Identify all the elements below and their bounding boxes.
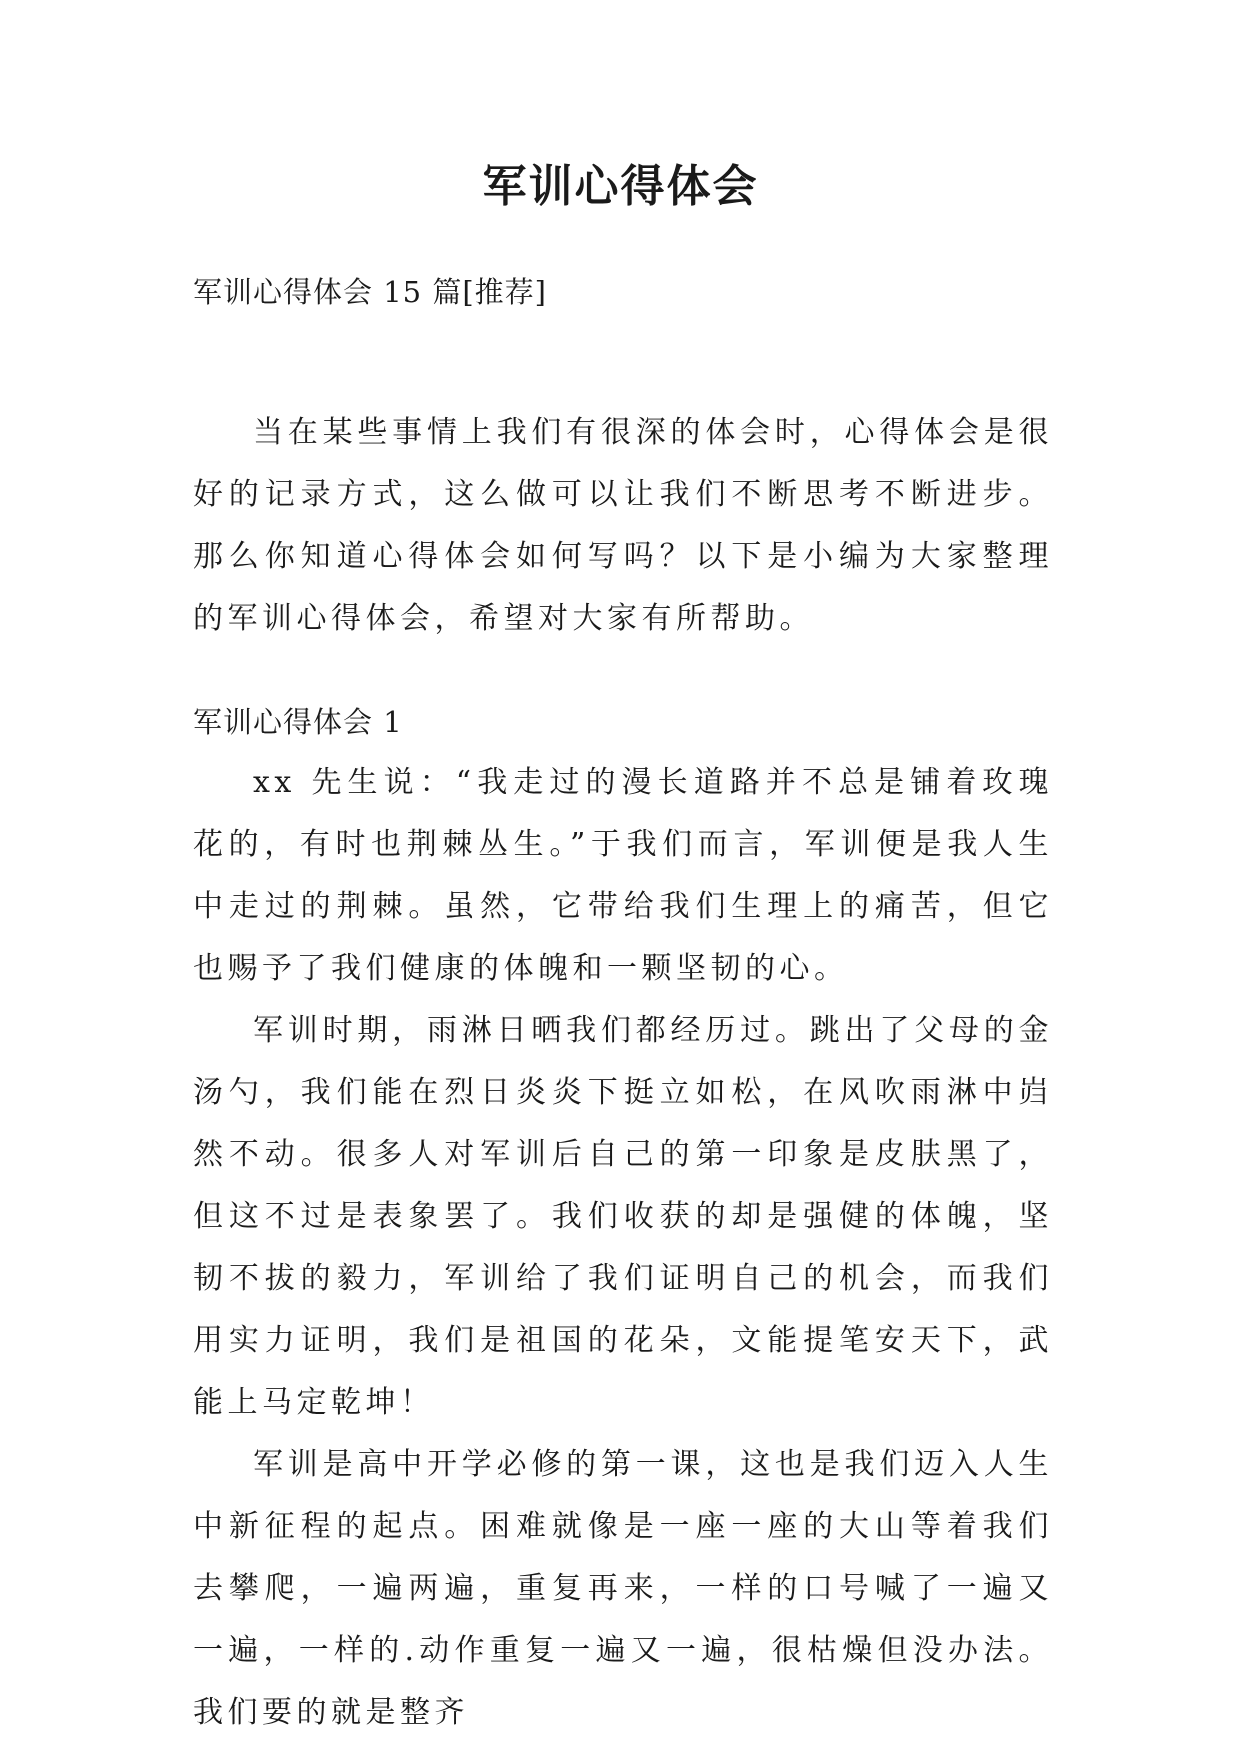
section-body [193, 752, 1053, 1744]
intro-block [193, 402, 1053, 650]
section-heading: 军训心得体会 1 [193, 705, 403, 739]
document-subtitle: 军训心得体会 15 篇[推荐] [193, 275, 547, 309]
page-title: 军训心得体会 [482, 161, 759, 212]
intro-paragraph: 当在某些事情上我们有很深的体会时，心得体会是很好的记录方式，这么做可以让我们不断思考不断进步。那么你知道心得体会如何写吗？以下是小编为大家整理的军训心得体会，希望对大家有所帮助。 [193, 415, 1053, 636]
body-paragraph: 军训是高中开学必修的第一课，这也是我们迈入人生中新征程的起点。困难就像是一座一座的大山等着我们去攀爬，一遍两遍，重复再来，一样的口号喊了一遍又一遍，一样的.动作重复一遍又一遍，很枯燥但没办法。我们要的就是整齐 [193, 1447, 1053, 1730]
body-paragraph: 军训时期，雨淋日晒我们都经历过。跳出了父母的金汤勺，我们能在烈日炎炎下挺立如松，在风吹雨淋中岿然不动。很多人对军训后自己的第一印象是皮肤黑了，但这不过是表象罢了。我们收获的却是强健的体魄，坚韧不拔的毅力，军训给了我们证明自己的机会，而我们用实力证明，我们是祖国的花朵，文能提笔安天下，武能上马定乾坤！ [193, 1013, 1053, 1420]
body-paragraph: xx 先生说：“我走过的漫长道路并不总是铺着玫瑰花的，有时也荆棘丛生。”于我们而言，军训便是我人生中走过的荆棘。虽然，它带给我们生理上的痛苦，但它也赐予了我们健康的体魄和一颗坚韧的心。 [193, 765, 1053, 986]
